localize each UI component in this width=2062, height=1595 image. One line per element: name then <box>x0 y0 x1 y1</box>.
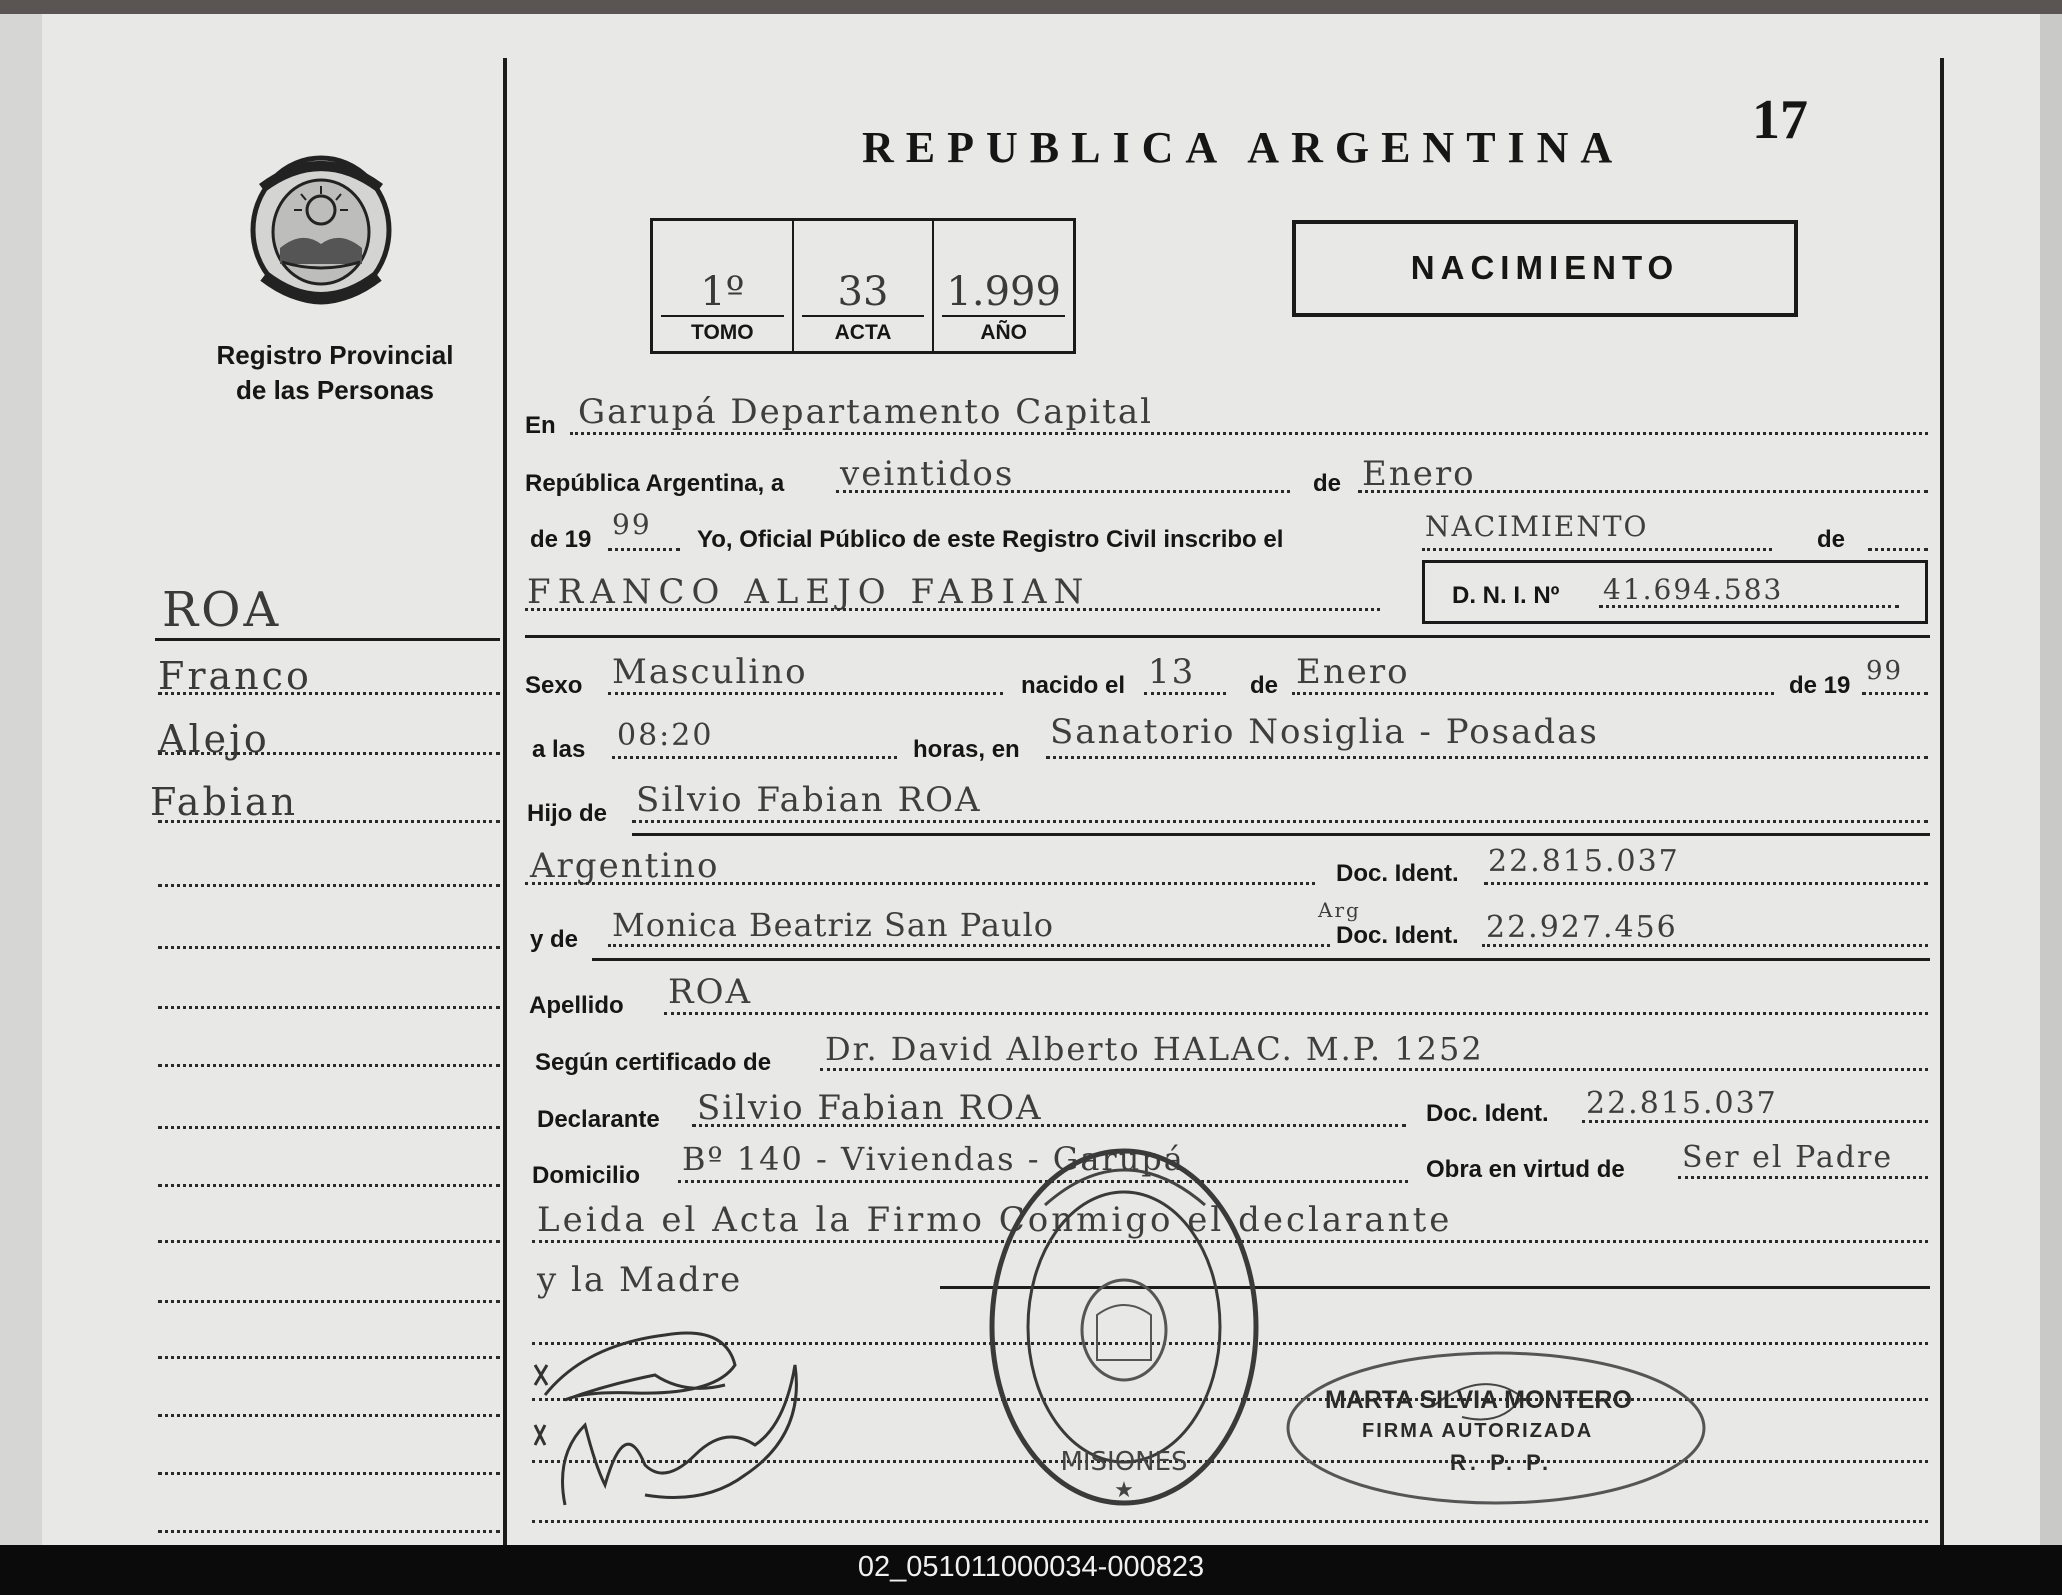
en-label: En <box>525 412 556 439</box>
declarante-label: Declarante <box>537 1106 660 1133</box>
margin-ruled-line <box>158 1300 500 1303</box>
margin-ruled-line <box>158 1064 500 1067</box>
sexo-line <box>608 692 1003 695</box>
nacido-day: 13 <box>1148 652 1196 692</box>
republica-label: República Argentina, a <box>525 470 785 497</box>
margin-rule <box>155 638 500 641</box>
child-name-line <box>525 608 1380 611</box>
anio-value: 1.999 <box>946 269 1061 315</box>
dni-line <box>1599 605 1899 608</box>
de2-label: de <box>1817 526 1846 553</box>
padre-value: Silvio Fabian ROA <box>636 780 982 820</box>
certificado-value: Dr. David Alberto HALAC. M.P. 1252 <box>825 1030 1484 1068</box>
apellido-value: ROA <box>668 972 753 1012</box>
tomo-label: TOMO <box>691 321 754 344</box>
de3-label: de <box>1250 672 1279 699</box>
section-rule-1 <box>525 635 1930 638</box>
month-line <box>1358 490 1928 493</box>
registry-title-line2: de las Personas <box>236 375 434 405</box>
segun-label: Según certificado de <box>535 1049 772 1076</box>
madre-line <box>608 944 1330 947</box>
image-code-caption: 02_051011000034-000823 <box>0 1545 2062 1595</box>
margin-ruled-line <box>158 1006 500 1009</box>
nota-line-2: y la Madre <box>537 1260 743 1300</box>
padre-nacionalidad: Argentino <box>530 846 720 886</box>
day-value: veintidos <box>840 454 1015 494</box>
right-border-line <box>1940 58 1944 1545</box>
margin-ruled-line <box>158 884 500 887</box>
dni-box <box>1422 560 1928 624</box>
official-stamp-icon <box>985 1145 1263 1510</box>
official-name: MARTA SILVIA MONTERO <box>1325 1386 1632 1414</box>
acta-cell <box>794 221 935 351</box>
nacido-label: nacido el <box>1021 672 1126 699</box>
section-rule-3 <box>592 958 1930 961</box>
certificado-line <box>820 1068 1928 1071</box>
nacido-year: 99 <box>1866 656 1904 686</box>
declarante-line <box>692 1124 1406 1127</box>
madre-doc-line <box>1482 944 1928 947</box>
obra-line <box>1678 1176 1928 1179</box>
book-left-edge <box>0 14 42 1545</box>
book-top-edge <box>0 0 2062 14</box>
child-name: FRANCO ALEJO FABIAN <box>527 572 1091 612</box>
acta-label: ACTA <box>834 321 892 344</box>
handwritten-signatures-icon <box>525 1305 825 1525</box>
nacido-year-line <box>1862 692 1928 695</box>
dni-label: D. N. I. Nº <box>1452 582 1560 609</box>
margin-name-1: Franco <box>158 654 312 698</box>
domicilio-value: Bº 140 - Viviendas - Garupá <box>682 1140 1185 1178</box>
book-right-edge <box>2040 14 2062 1545</box>
padre-nac-line <box>525 882 1315 885</box>
year-line <box>608 548 680 551</box>
official-org: R. P. P. <box>1450 1450 1553 1475</box>
de2-line <box>1868 548 1928 551</box>
en-value: Garupá Departamento Capital <box>578 392 1153 432</box>
margin-ruled-line <box>158 1414 500 1417</box>
nacido-month: Enero <box>1296 652 1410 692</box>
margin-ruled-line <box>158 1184 500 1187</box>
en-line <box>570 432 1928 435</box>
registry-title <box>170 338 500 408</box>
anio-label: AÑO <box>980 321 1028 344</box>
margin-ruled-line <box>158 1530 500 1533</box>
margin-ruled-line <box>158 1126 500 1129</box>
record-number-table <box>650 218 1076 354</box>
section-rule-2 <box>632 833 1930 836</box>
margin-ruled-line <box>158 752 500 755</box>
hijo-label: Hijo de <box>527 800 608 827</box>
domicilio-label: Domicilio <box>532 1162 641 1189</box>
apellido-label: Apellido <box>529 992 624 1019</box>
lugar-value: Sanatorio Nosiglia - Posadas <box>1050 712 1599 752</box>
year-value: 99 <box>612 508 652 541</box>
svg-text:★: ★ <box>1114 1478 1134 1503</box>
margin-name-3: Fabian <box>150 780 299 824</box>
day-line <box>836 490 1290 493</box>
padre-doc: 22.815.037 <box>1488 844 1680 879</box>
obra-label: Obra en virtud de <box>1426 1156 1625 1183</box>
tomo-value: 1º <box>700 269 745 315</box>
declarante-doc-label: Doc. Ident. <box>1426 1100 1549 1127</box>
month-value: Enero <box>1362 454 1476 494</box>
margin-divider-line <box>503 58 507 1545</box>
acta-value: 33 <box>837 269 889 315</box>
padre-doc-line <box>1484 882 1928 885</box>
nacido-month-line <box>1292 692 1774 695</box>
year-prefix-label: de 19 <box>530 526 592 553</box>
declarante-doc: 22.815.037 <box>1586 1086 1778 1121</box>
margin-ruled-line <box>158 1356 500 1359</box>
tomo-cell <box>653 221 794 351</box>
record-type-box: NACIMIENTO <box>1292 220 1798 317</box>
sexo-value: Masculino <box>612 652 808 692</box>
yo-label: Yo, Oficial Público de este Registro Civil inscribo el <box>697 526 1284 553</box>
padre-line <box>632 820 1928 823</box>
margin-ruled-line <box>158 946 500 949</box>
registry-title-line1: Registro Provincial <box>216 340 454 370</box>
page-title: REPUBLICA ARGENTINA <box>862 123 1625 172</box>
madre-doc: 22.927.456 <box>1486 910 1678 945</box>
lugar-line <box>1046 756 1928 759</box>
apellido-line <box>664 1012 1928 1015</box>
margin-name-2: Alejo <box>158 717 270 761</box>
margin-ruled-line <box>158 692 500 695</box>
alas-label: a las <box>532 736 586 763</box>
declarante-value: Silvio Fabian ROA <box>697 1088 1043 1128</box>
horas-label: horas, en <box>913 736 1020 763</box>
padre-doc-label: Doc. Ident. <box>1336 860 1459 887</box>
de19-label: de 19 <box>1789 672 1851 699</box>
madre-doc-label: Doc. Ident. <box>1336 922 1459 949</box>
de-label: de <box>1313 470 1342 497</box>
margin-ruled-line <box>158 1240 500 1243</box>
margin-ruled-line <box>158 820 500 823</box>
nacido-day-line <box>1144 692 1226 695</box>
acto-line <box>1422 548 1772 551</box>
margin-surname: ROA <box>162 582 282 638</box>
sexo-label: Sexo <box>525 672 583 699</box>
acto-value: NACIMIENTO <box>1425 510 1649 543</box>
dni-value: 41.694.583 <box>1603 573 1784 606</box>
obra-value: Ser el Padre <box>1682 1140 1894 1175</box>
hora-line <box>612 756 897 759</box>
madre-nacionalidad: Arg <box>1318 898 1361 922</box>
anio-cell <box>934 221 1073 351</box>
declarante-doc-line <box>1582 1120 1928 1123</box>
margin-ruled-line <box>158 1472 500 1475</box>
province-seal-icon <box>242 148 400 313</box>
page-number: 17 <box>1752 89 1808 151</box>
nota-line-1: Leida el Acta la Firmo Conmigo el declarante <box>537 1200 1453 1240</box>
yde-label: y de <box>530 926 579 953</box>
hora-value: 08:20 <box>617 718 714 753</box>
stamp-bottom-text: MISIONES <box>1060 1447 1188 1477</box>
madre-value: Monica Beatriz San Paulo <box>612 906 1055 944</box>
official-role: FIRMA AUTORIZADA <box>1362 1420 1594 1442</box>
